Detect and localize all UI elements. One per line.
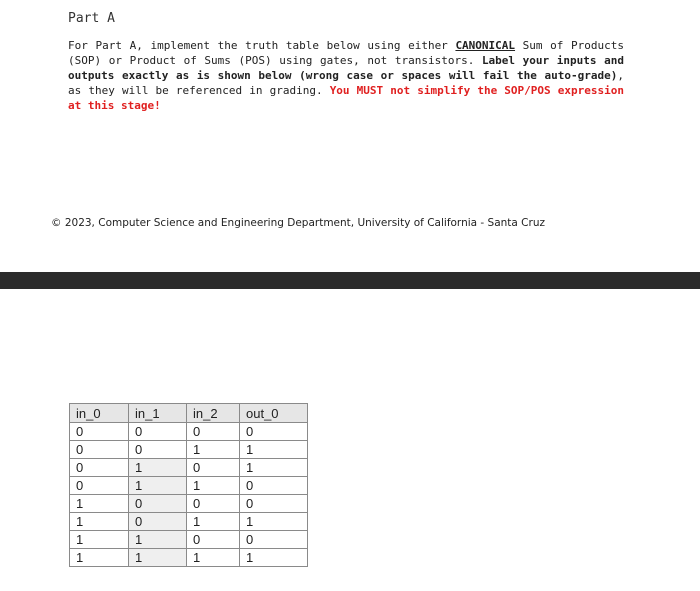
table-row bbox=[70, 495, 308, 513]
table-cell: 1 bbox=[129, 459, 187, 477]
table-row bbox=[70, 423, 308, 441]
instructions-text-2: Sum of Products (SOP) or Product of Sums (POS) using gates, not transistors. bbox=[68, 39, 624, 67]
table-cell: 0 bbox=[187, 423, 240, 441]
header-in-2: in_2 bbox=[187, 404, 240, 423]
table-cell: 1 bbox=[129, 477, 187, 495]
table-cell: 0 bbox=[129, 423, 187, 441]
table-cell: 1 bbox=[70, 513, 129, 531]
table-row bbox=[70, 531, 308, 549]
no-simplify-warning: You MUST not simplify the SOP/POS expression at this stage! bbox=[68, 84, 624, 112]
table-row bbox=[70, 477, 308, 495]
table-cell: 0 bbox=[129, 495, 187, 513]
header-in-0: in_0 bbox=[70, 404, 129, 423]
table-cell: 1 bbox=[240, 459, 308, 477]
table-cell: 0 bbox=[240, 477, 308, 495]
table-cell: 0 bbox=[187, 495, 240, 513]
table-cell: 0 bbox=[70, 459, 129, 477]
table-row bbox=[70, 459, 308, 477]
table-cell: 0 bbox=[187, 459, 240, 477]
canonical-keyword: CANONICAL bbox=[455, 39, 516, 52]
labeling-instruction: Label your inputs and outputs exactly as is shown below (wrong case or spaces will fail the auto-grade) bbox=[68, 54, 624, 82]
table-cell: 1 bbox=[187, 441, 240, 459]
table-cell: 0 bbox=[240, 495, 308, 513]
table-cell: 1 bbox=[187, 549, 240, 567]
instructions-paragraph bbox=[68, 38, 624, 113]
table-cell: 1 bbox=[70, 549, 129, 567]
table-cell: 0 bbox=[129, 513, 187, 531]
instructions-text-1: For Part A, implement the truth table below using either bbox=[68, 39, 456, 52]
part-heading: Part A bbox=[68, 11, 115, 26]
table-cell: 1 bbox=[187, 477, 240, 495]
truth-table bbox=[69, 403, 308, 567]
table-cell: 1 bbox=[129, 531, 187, 549]
table-cell: 0 bbox=[70, 423, 129, 441]
table-cell: 0 bbox=[129, 441, 187, 459]
table-row bbox=[70, 441, 308, 459]
copyright-notice: © 2023, Computer Science and Engineering Department, University of California - Santa Cruz bbox=[51, 217, 545, 229]
table-cell: 0 bbox=[70, 477, 129, 495]
table-cell: 1 bbox=[240, 549, 308, 567]
table-cell: 0 bbox=[70, 441, 129, 459]
table-row bbox=[70, 549, 308, 567]
table-cell: 1 bbox=[240, 441, 308, 459]
table-header-row bbox=[70, 404, 308, 423]
instructions-text-3: , as they will be referenced in grading. bbox=[68, 69, 624, 97]
table-cell: 0 bbox=[240, 423, 308, 441]
table-cell: 1 bbox=[70, 531, 129, 549]
table-cell: 0 bbox=[187, 531, 240, 549]
table-cell: 0 bbox=[240, 531, 308, 549]
table-cell: 1 bbox=[129, 549, 187, 567]
header-in-1: in_1 bbox=[129, 404, 187, 423]
page-divider bbox=[0, 272, 700, 289]
header-out-0: out_0 bbox=[240, 404, 308, 423]
table-cell: 1 bbox=[70, 495, 129, 513]
table-row bbox=[70, 513, 308, 531]
table-cell: 1 bbox=[240, 513, 308, 531]
table-cell: 1 bbox=[187, 513, 240, 531]
